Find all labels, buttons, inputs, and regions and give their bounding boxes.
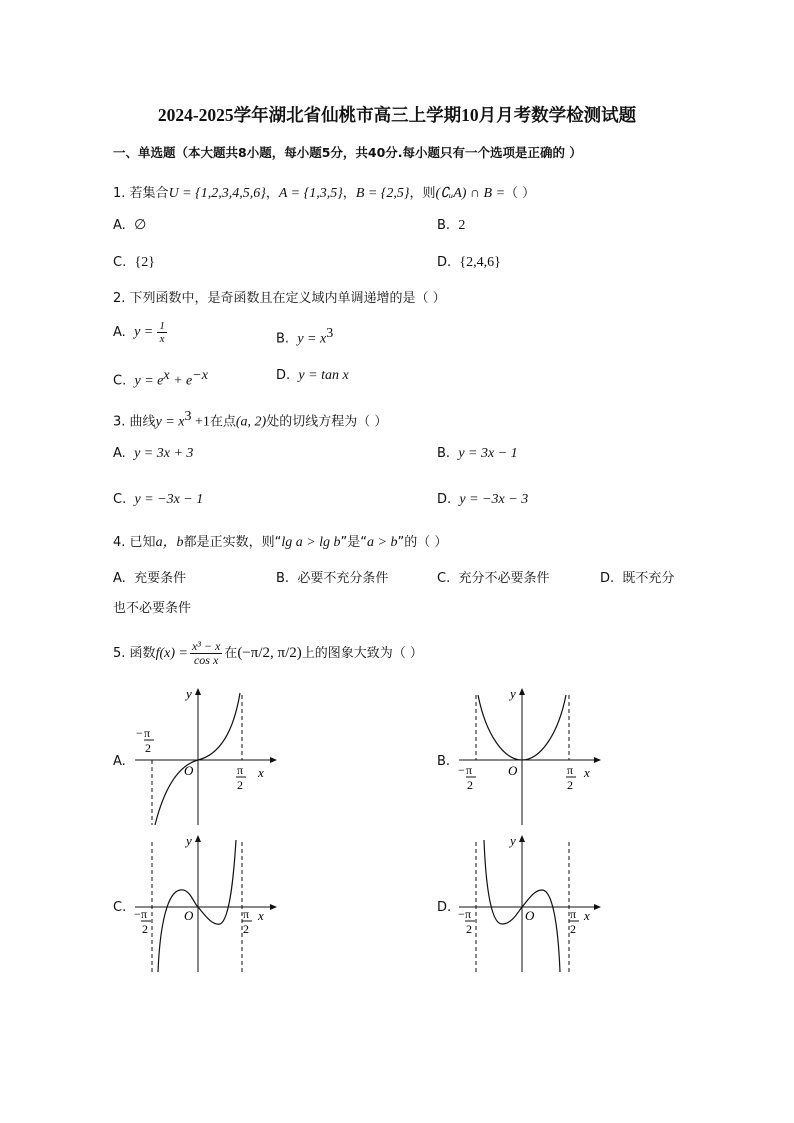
q3-curve: y = x <box>155 414 185 430</box>
q4-option-b[interactable] <box>276 572 388 585</box>
y-axis-arrow <box>519 688 525 695</box>
q3-option-c[interactable] <box>113 493 203 507</box>
q3-stem-b: 在点 <box>209 414 236 430</box>
q4-option-a[interactable] <box>113 572 186 585</box>
q5-stem-b: 在 <box>224 646 238 662</box>
neg-pi-num: π <box>466 763 473 777</box>
q4-option-c[interactable] <box>437 572 550 585</box>
q4-stem-a: 已知 <box>129 535 156 550</box>
pi-num: π <box>237 763 244 777</box>
page-title: 2024-2025学年湖北省仙桃市高三上学期10月月考数学检测试题 <box>157 105 637 125</box>
option-label: D. <box>437 492 452 507</box>
option-label: A. <box>113 325 126 341</box>
q5-option-c[interactable]: C. <box>113 900 127 915</box>
q3-stem-a: 曲线 <box>129 414 156 430</box>
y-label: y <box>510 833 516 848</box>
origin-label: O <box>184 908 194 923</box>
question-5 <box>113 640 423 667</box>
question-3 <box>113 410 387 429</box>
q3-option-b[interactable] <box>437 447 518 461</box>
q1-expr: (∁ᵤA) ∩ B = <box>435 186 506 201</box>
question-2 <box>113 292 446 305</box>
q1-option-b[interactable] <box>437 219 465 233</box>
option-label: B. <box>437 218 451 233</box>
fraction <box>157 320 167 345</box>
x-axis-arrow <box>270 904 277 910</box>
option-label: B. <box>437 446 451 461</box>
pi-den: 2 <box>243 922 249 936</box>
option-text: y = −3x − 3 <box>459 492 529 507</box>
q4-vars: a，b <box>155 535 184 550</box>
q1-option-d[interactable] <box>437 256 501 270</box>
x-axis-arrow <box>594 757 601 763</box>
q4-condition-1: lg a > lg b <box>281 535 341 550</box>
q4-option-d-wrap: 也不必要条件 <box>113 601 192 616</box>
option-text: 充要条件 <box>134 571 187 586</box>
q5-stem-a: 函数 <box>129 646 156 662</box>
q1-stem-a: 若集合 <box>129 186 169 201</box>
graph-b[interactable] <box>454 685 604 830</box>
option-label: A. <box>113 446 126 461</box>
exponent: x <box>163 368 170 383</box>
option-text: y = <box>134 324 154 340</box>
option-label: C. <box>113 255 127 270</box>
q5-stem-c: 上的图象大致为（ ） <box>301 646 423 662</box>
q4-option-d[interactable] <box>600 572 674 585</box>
x-axis-arrow <box>270 757 277 763</box>
graph-d[interactable] <box>454 832 604 977</box>
neg-pi-minus: − <box>134 907 141 921</box>
option-text: y = tan x <box>298 368 349 383</box>
question-1 <box>113 187 535 201</box>
y-label: y <box>186 833 192 848</box>
graph-c[interactable] <box>130 832 280 977</box>
option-text: y = −3x − 1 <box>134 492 204 507</box>
option-label: D. <box>276 368 291 383</box>
curve <box>158 840 236 972</box>
q3-curve-tail: +1 <box>191 414 210 430</box>
option-text: {2} <box>134 255 155 270</box>
y-axis-arrow <box>519 835 525 842</box>
fraction-numerator: x³ − x <box>191 639 221 653</box>
q5-interval: (−π/2, π/2) <box>237 645 302 662</box>
q1-option-c[interactable] <box>113 256 155 270</box>
q1-set-u: U = {1,2,3,4,5,6} <box>168 186 266 201</box>
q1-sep-1: ， <box>265 186 279 201</box>
origin-label: O <box>184 763 194 778</box>
pi-num: π <box>570 907 577 921</box>
graph-a[interactable] <box>130 685 280 830</box>
fraction-denominator: cos x <box>193 653 219 668</box>
pi-den: 2 <box>237 778 243 792</box>
y-axis-arrow <box>195 688 201 695</box>
q2-stem: 下列函数中，是奇函数且在定义域内单调递增的是（ ） <box>129 291 446 306</box>
option-text: 必要不充分条件 <box>297 571 389 586</box>
neg-pi-den: 2 <box>142 922 148 936</box>
pi-num: π <box>243 907 250 921</box>
option-label: C. <box>437 571 451 586</box>
neg-pi-num: π <box>465 907 472 921</box>
y-label: y <box>186 686 192 701</box>
y-axis-arrow <box>195 835 201 842</box>
neg-pi-minus: − <box>136 726 143 740</box>
option-text: y = e <box>134 373 164 389</box>
q1-set-b: B = {2,5} <box>355 186 410 201</box>
neg-pi-minus: − <box>458 763 465 777</box>
q4-stem-b: 都是正实数，则“ <box>183 535 282 550</box>
q1-paren: （ ） <box>505 186 536 201</box>
section-heading: 一、单选题（本大题共8小题，每小题5分，共40分.每小题只有一个选项是正确的 ） <box>113 145 582 160</box>
option-label: A. <box>113 218 126 233</box>
option-label: B. <box>276 571 290 586</box>
q2-option-d[interactable] <box>276 369 349 383</box>
q3-point: (a, 2) <box>235 414 267 430</box>
q1-set-a: A = {1,3,5} <box>278 186 343 201</box>
q5-fraction <box>190 640 222 667</box>
q5-number: 5. <box>113 646 126 662</box>
q2-option-c[interactable] <box>113 369 208 388</box>
q5-option-b[interactable]: B. <box>437 754 451 769</box>
neg-pi-minus: − <box>458 907 465 921</box>
option-text-mid: + e <box>169 373 193 389</box>
neg-pi-num: π <box>144 726 151 740</box>
q5-option-d[interactable]: D. <box>437 900 452 915</box>
q4-number: 4. <box>113 535 126 550</box>
q2-option-a[interactable] <box>113 320 167 345</box>
q3-stem-c: 处的切线方程为（ ） <box>266 414 388 430</box>
neg-pi-den: 2 <box>467 778 473 792</box>
fraction-denominator: x <box>159 333 165 346</box>
option-text: y = x <box>297 331 327 347</box>
neg-pi-den: 2 <box>145 741 151 755</box>
q4-condition-2: a > b <box>367 535 398 550</box>
question-4 <box>113 536 447 550</box>
pi-num: π <box>567 763 574 777</box>
q4-stem-d: ”的（ ） <box>397 535 448 550</box>
option-text: ∅ <box>134 218 147 233</box>
neg-pi-num: π <box>141 907 148 921</box>
origin-label: O <box>508 763 518 778</box>
option-text: 2 <box>458 218 466 233</box>
x-axis-arrow <box>594 904 601 910</box>
option-label: C. <box>113 492 127 507</box>
neg-pi-den: 2 <box>466 922 472 936</box>
option-text: 既不充分 <box>622 571 675 586</box>
q3-option-a[interactable] <box>113 447 193 461</box>
option-label: A. <box>113 571 126 586</box>
pi-den: 2 <box>570 922 576 936</box>
exponent: 3 <box>184 409 192 424</box>
exponent: −x <box>192 368 208 383</box>
fraction-numerator: 1 <box>159 320 165 332</box>
q2-option-b[interactable] <box>276 327 333 346</box>
q5-option-a[interactable]: A. <box>113 754 126 769</box>
y-label: y <box>510 686 516 701</box>
option-label: B. <box>276 331 290 347</box>
q3-number: 3. <box>113 414 126 430</box>
q1-sep-2: ， <box>342 186 356 201</box>
x-label: x <box>258 765 264 780</box>
exponent: 3 <box>326 326 334 341</box>
pi-den: 2 <box>567 778 573 792</box>
q1-number: 1. <box>113 186 126 201</box>
q5-func: f(x) = <box>155 645 188 661</box>
option-label: C. <box>113 373 127 389</box>
option-label: D. <box>437 255 452 270</box>
origin-label: O <box>525 908 535 923</box>
option-text: {2,4,6} <box>459 255 501 270</box>
q2-number: 2. <box>113 291 126 306</box>
option-label: D. <box>600 571 615 586</box>
x-label: x <box>584 765 590 780</box>
option-text: y = 3x − 1 <box>458 446 518 461</box>
option-text: 充分不必要条件 <box>458 571 550 586</box>
q3-option-d[interactable] <box>437 493 528 507</box>
q4-stem-c: ”是“ <box>340 535 368 550</box>
q1-option-a[interactable] <box>113 219 146 233</box>
option-text: y = 3x + 3 <box>134 446 194 461</box>
x-label: x <box>258 908 264 923</box>
x-label: x <box>584 908 590 923</box>
q1-stem-b: ，则 <box>409 186 436 201</box>
